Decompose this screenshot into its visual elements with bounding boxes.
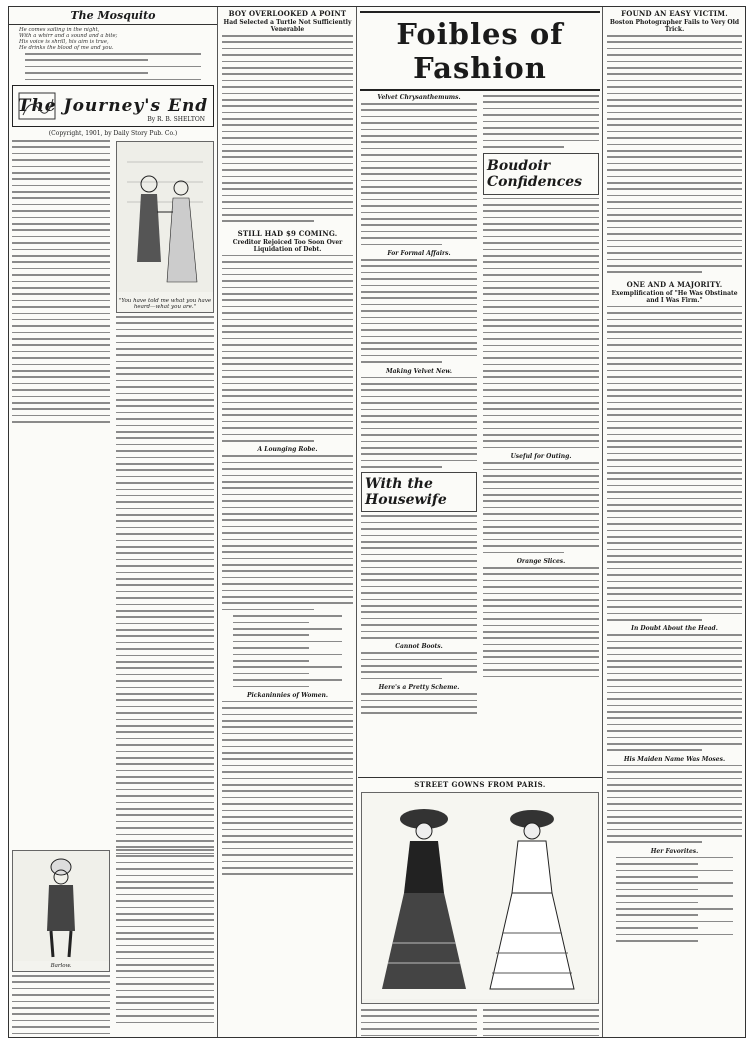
boudoir-banner [483, 153, 599, 195]
subheadline-turtle: Had Selected a Turtle Not Sufficiently Venerable [223, 19, 352, 33]
poem-line: His voice is shrill, his aim is true, [19, 39, 109, 45]
street-gowns-section [358, 777, 602, 1037]
lower-illustration-column [9, 847, 113, 1037]
column-2 [219, 7, 357, 1037]
boudoir-text [483, 198, 599, 449]
housewife-text [361, 515, 477, 638]
victim-text [607, 35, 742, 273]
newspaper-page [8, 6, 746, 1038]
headline-useful-outing: Useful for Outing. [510, 453, 572, 461]
couple-illustration-icon [117, 142, 213, 292]
lower-text-left [12, 975, 110, 1037]
verse-block [233, 615, 342, 687]
boudoir-title: Boudoir Confidences [487, 157, 583, 190]
fashion-left-column [358, 93, 480, 719]
column-3-fashion [358, 7, 603, 1037]
column-4 [604, 7, 745, 1037]
lower-text-right [116, 849, 214, 1037]
housewife-title: With the Housewife [365, 476, 447, 509]
formal-text [361, 259, 477, 363]
lounging-story-text [222, 455, 353, 610]
headline-boy-overlooked: BOY OVERLOOKED A POINT [228, 9, 347, 18]
majority-text [607, 306, 742, 621]
subheadline-creditor: Creditor Rejoiced Too Soon Over Liquidation of Debt. [232, 238, 343, 253]
street-caption-text [358, 1007, 602, 1037]
headline-lounging-robe: A Lounging Robe. [257, 446, 318, 454]
fashion-text-split [358, 93, 602, 719]
headline-velvet-chrysanthemums: Velvet Chrysanthemums. [377, 94, 461, 101]
two-ladies-gowns-icon [362, 793, 598, 999]
story-body-split [9, 138, 217, 859]
barlow-illustration [12, 850, 110, 972]
favorites-verse [616, 857, 733, 942]
column-1 [9, 7, 218, 1037]
headline-pickaninnies: Pickaninnies of Women. [247, 691, 328, 699]
poem-line: He comes sailing in the night, [19, 27, 100, 33]
headline-still-had: STILL HAD $9 COMING. [237, 228, 338, 238]
fashion-right-text [483, 95, 599, 148]
story-banner [12, 85, 214, 127]
subheadline-obstinate: Exemplification of "He Was Obstinate and I Was Firm." [611, 289, 738, 304]
housewife-banner [361, 472, 477, 512]
story-illustration [116, 141, 214, 313]
turtle-story-text [222, 35, 353, 222]
useful-text [483, 462, 599, 553]
copyright-line: (Copyright, 1901, by Daily Story Pub. Co.) [48, 129, 178, 137]
story-text-left [12, 140, 110, 857]
pretty-text [361, 693, 477, 714]
velvet-text [361, 103, 477, 245]
headline-pretty-scheme: Here's a Pretty Scheme. [378, 684, 460, 692]
story-byline: By R. B. SHELTON [147, 115, 205, 123]
decorative-ornament-icon [17, 91, 57, 121]
masthead-title: Foibles of Fashion [396, 17, 564, 85]
street-gowns-title: STREET GOWNS FROM PARIS. [414, 780, 546, 789]
section-title-mosquito: The Mosquito [9, 7, 217, 25]
headline-maiden-name: His Maiden Name Was Moses. [623, 755, 726, 763]
fashion-right-column [480, 93, 602, 719]
soldier-figure-icon [13, 851, 109, 961]
headline-cannot-boots: Cannot Boots. [395, 643, 443, 651]
pickaninnies-story-text [222, 701, 353, 875]
headline-orange-slices: Orange Slices. [516, 558, 566, 565]
maiden-text [607, 765, 742, 843]
making-velvet-text [361, 377, 477, 468]
story-text-right [116, 316, 214, 854]
headline-making-velvet-new: Making Velvet New. [386, 367, 452, 375]
story-illustration-column [113, 138, 217, 859]
fashion-masthead [360, 11, 600, 91]
cannot-text [361, 652, 477, 679]
headline-formal-affairs: For Formal Affairs. [387, 249, 451, 257]
story-title: The Journey's End [17, 95, 209, 116]
headline-doubt-head: In Doubt About the Head. [631, 625, 718, 633]
orange-text [483, 567, 599, 677]
poem-line: With a whirr and a sound and a bite; [19, 33, 118, 39]
street-gowns-illustration [361, 792, 599, 1004]
street-caption-right [483, 1009, 599, 1037]
headline-her-favorites: Her Favorites. [650, 847, 699, 855]
creditor-story-text [222, 255, 353, 442]
subheadline-photographer: Boston Photographer Fails to Very Old Trick. [609, 19, 740, 33]
headline-easy-victim: FOUND AN EASY VICTIM. [621, 9, 728, 18]
lower-story-split [9, 847, 217, 1037]
poem-line: He drinks the blood of me and you. [19, 45, 114, 51]
headline-one-and-majority: ONE AND A MAJORITY. [626, 279, 723, 289]
street-caption-left [361, 1009, 477, 1037]
doubt-text [607, 634, 742, 751]
poem-body [25, 53, 201, 80]
illustration-caption: "You have told me what you have heard—what you are." [118, 297, 212, 310]
barlow-caption: Barlow. [50, 963, 72, 969]
mosquito-poem [19, 27, 207, 51]
